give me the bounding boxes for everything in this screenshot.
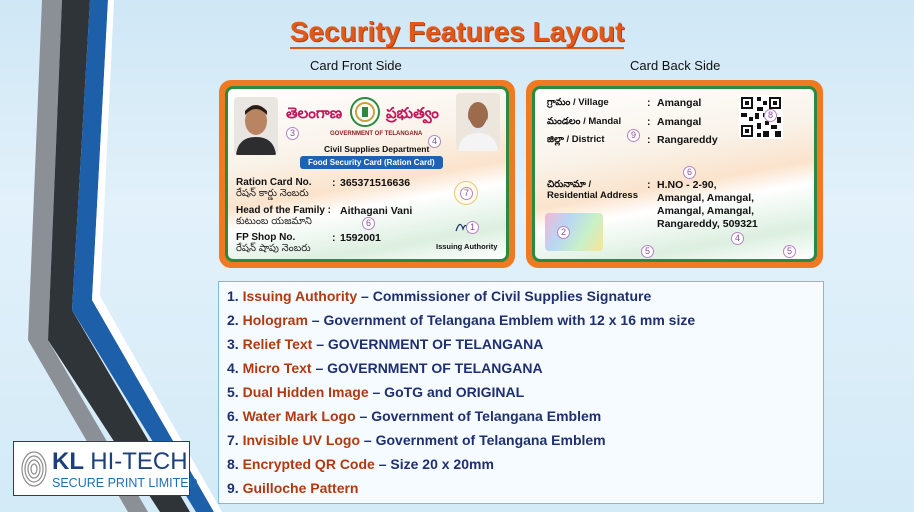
village-colon: : xyxy=(647,97,651,109)
gov-text: GOVERNMENT OF TELANGANA xyxy=(330,131,423,137)
front-card xyxy=(219,80,515,268)
marker-hologram: 2 xyxy=(557,226,570,239)
list-item: 8. Encrypted QR Code – Size 20 x 20mm xyxy=(227,456,494,472)
marker-micro-text-back: 4 xyxy=(731,232,744,245)
marker-hidden-image-1: 5 xyxy=(641,245,654,258)
logo-tagline: SECURE PRINT LIMITED xyxy=(52,476,198,490)
telugu-state-name: తెలంగాణ xyxy=(286,105,343,122)
village-label: గ్రామం / Village xyxy=(547,97,609,108)
card-type-banner: Food Security Card (Ration Card) xyxy=(300,156,443,169)
marker-issuing-authority: 1 xyxy=(466,221,479,234)
list-item: 7. Invisible UV Logo – Government of Telangana Emblem xyxy=(227,432,606,448)
company-logo xyxy=(13,441,198,496)
ration-card-label-te: రేషన్ కార్డు నెంబరు xyxy=(236,188,309,199)
fp-shop-number: 1592001 xyxy=(340,232,381,244)
mandal-value: Amangal xyxy=(657,116,702,128)
marker-relief-text: 3 xyxy=(286,127,299,140)
address-line-4: Rangareddy, 509321 xyxy=(657,218,758,230)
address-label-te: చిరునామా / xyxy=(547,179,592,190)
list-item: 2. Hologram – Government of Telangana Emblem with 12 x 16 mm size xyxy=(227,312,696,328)
ration-card-number: 365371516636 xyxy=(340,177,411,189)
list-item: 5. Dual Hidden Image – GoTG and ORIGINAL xyxy=(227,384,525,400)
village-value: Amangal xyxy=(657,97,702,109)
district-value: Rangareddy xyxy=(657,134,718,146)
address-line-2: Amangal, Amangal, xyxy=(657,192,755,204)
marker-hidden-image-2: 5 xyxy=(783,245,796,258)
issuing-authority-label: Issuing Authority xyxy=(436,242,498,251)
marker-uv-logo: 7 xyxy=(460,187,473,200)
features-list xyxy=(218,281,824,504)
uv-logo-icon xyxy=(454,181,478,205)
head-family-label: Head of the Family : xyxy=(236,205,332,216)
telugu-government: ప్రభుత్వం xyxy=(386,105,439,122)
list-item: 4. Micro Text – GOVERNMENT OF TELANGANA xyxy=(227,360,543,376)
address-line-3: Amangal, Amangal, xyxy=(657,205,755,217)
qr-code-icon xyxy=(739,95,783,139)
list-item: 6. Water Mark Logo – Government of Telangana Emblem xyxy=(227,408,602,424)
ration-card-label: Ration Card No. xyxy=(236,177,312,188)
address-colon: : xyxy=(647,179,651,191)
marker-micro-text: 4 xyxy=(428,135,441,148)
district-label: జిల్లా / District xyxy=(547,134,605,145)
address-label-en: Residential Address xyxy=(547,190,638,201)
ration-card-colon: : xyxy=(332,177,336,189)
mandal-label: మండలం / Mandal xyxy=(547,116,622,127)
authority-photo xyxy=(456,93,500,151)
fingerprint-icon xyxy=(20,450,48,488)
head-family-label-te: కుటుంబ యజమాని xyxy=(236,216,312,227)
fp-shop-label: FP Shop No. xyxy=(236,232,296,243)
back-card xyxy=(526,80,823,268)
emblem-icon xyxy=(350,97,380,127)
marker-guilloche: 9 xyxy=(627,129,640,142)
hologram-icon xyxy=(545,213,603,251)
front-side-label: Card Front Side xyxy=(310,58,402,73)
logo-brand: HI-TECH xyxy=(90,448,188,475)
department: Civil Supplies Department xyxy=(324,144,430,154)
page-title: Security Features Layout xyxy=(289,16,625,47)
head-family-name: Aithagani Vani xyxy=(340,205,413,217)
list-item: 1. Issuing Authority – Commissioner of Civil Supplies Signature xyxy=(227,288,652,304)
list-item: 9. Guilloche Pattern xyxy=(227,480,359,496)
mandal-colon: : xyxy=(647,116,651,128)
marker-qr-code: 8 xyxy=(764,109,777,122)
fp-shop-label-te: రేషన్ షాపు నెంబరు xyxy=(236,243,311,254)
logo-kl: KL xyxy=(52,448,84,475)
marker-watermark: 6 xyxy=(362,217,375,230)
marker-watermark-back: 6 xyxy=(683,166,696,179)
list-item: 3. Relief Text – GOVERNMENT OF TELANGANA xyxy=(227,336,544,352)
back-side-label: Card Back Side xyxy=(630,58,721,73)
address-line-1: H.NO - 2-90, xyxy=(657,179,717,191)
holder-photo xyxy=(234,97,278,155)
fp-shop-colon: : xyxy=(332,232,336,244)
district-colon: : xyxy=(647,134,651,146)
